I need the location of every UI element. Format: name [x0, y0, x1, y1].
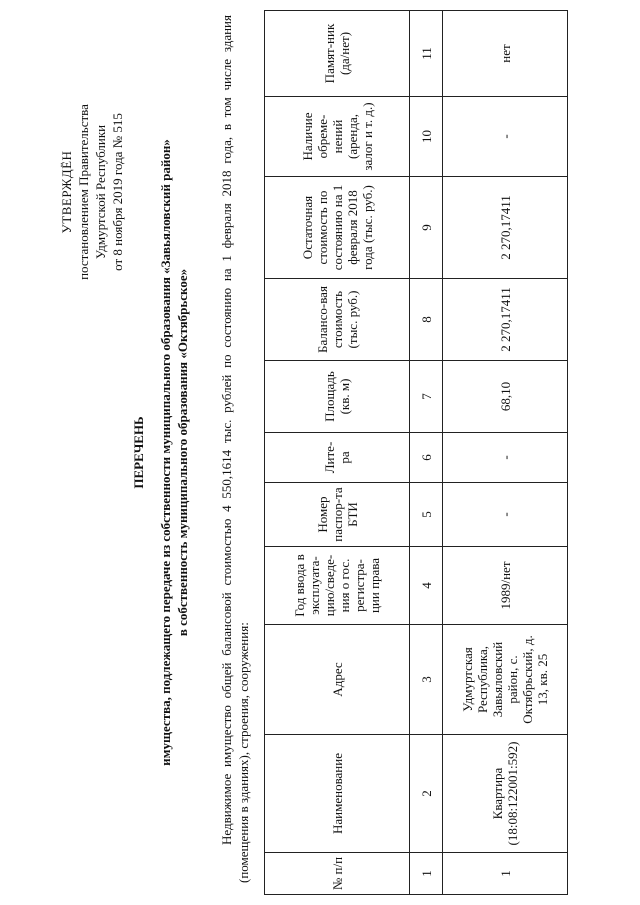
- table-cell: 2 270,17411: [443, 177, 568, 279]
- table-header-row: [265, 11, 410, 895]
- header-cell: Памят-ник (да/нет): [265, 11, 410, 97]
- column-number-cell: 2: [410, 735, 443, 853]
- column-number-cell: 4: [410, 547, 443, 625]
- column-number-cell: 8: [410, 279, 443, 361]
- column-number-row: [410, 11, 443, 895]
- table-cell: нет: [443, 11, 568, 97]
- approval-line-3: от 8 ноября 2019 года № 515: [110, 113, 125, 271]
- intro-paragraph: Недвижимое имущество общей балансовой стоимостью 4 550,1614 тыс. рублей по состоянию на 1 февраля 2018 года, в том числе здания (помещения в зданиях), строения, сооружения:: [219, 15, 251, 883]
- header-cell: № п/п: [265, 853, 410, 895]
- header-cell: Балансо-вая стоимость (тыс. руб.): [265, 279, 410, 361]
- table-cell: 1989/нет: [443, 547, 568, 625]
- header-cell: Остаточная стоимость по состоянию на 1 февраля 2018 года (тыс. руб.): [265, 177, 410, 279]
- table-row: [443, 11, 568, 895]
- table-cell: 68,10: [443, 361, 568, 433]
- table-cell: Удмуртская Республика, Завьяловский район, с. Октябрьский, д. 13, кв. 25: [443, 625, 568, 735]
- table-cell: -: [443, 433, 568, 483]
- document-heading: [130, 0, 191, 905]
- header-cell: Наличие обреме-нений (аренда, залог и т. д.): [265, 97, 410, 177]
- heading-line-2: в собственность муниципального образования «Октябрьское»: [175, 268, 190, 637]
- approval-line-1: постановлением Правительства: [76, 104, 91, 280]
- approval-stamp: [58, 62, 126, 322]
- table-cell: 1: [443, 853, 568, 895]
- column-number-cell: 10: [410, 97, 443, 177]
- table-cell: -: [443, 97, 568, 177]
- table-cell: -: [443, 483, 568, 547]
- approval-line-2: Удмуртской Республики: [93, 124, 108, 260]
- column-number-cell: 3: [410, 625, 443, 735]
- column-number-cell: 7: [410, 361, 443, 433]
- column-number-cell: 5: [410, 483, 443, 547]
- header-cell: Площадь (кв. м): [265, 361, 410, 433]
- header-cell: Наименование: [265, 735, 410, 853]
- header-cell: Адрес: [265, 625, 410, 735]
- column-number-cell: 1: [410, 853, 443, 895]
- column-number-cell: 11: [410, 11, 443, 97]
- column-number-cell: 6: [410, 433, 443, 483]
- header-cell: Лите-ра: [265, 433, 410, 483]
- property-table-wrapper: [264, 10, 568, 895]
- property-table: [264, 10, 568, 895]
- approval-title: УТВЕРЖДЁН: [59, 150, 74, 234]
- heading-line-1: имущества, подлежащего передаче из собственности муниципального образования «Завьяловский район»: [158, 139, 173, 766]
- table-cell: 2 270,17411: [443, 279, 568, 361]
- column-number-cell: 9: [410, 177, 443, 279]
- document-title: ПЕРЕЧЕНЬ: [131, 416, 146, 489]
- header-cell: Номер паспор-та БТИ: [265, 483, 410, 547]
- table-cell: Квартира (18:08:122001:592): [443, 735, 568, 853]
- header-cell: Год ввода в эксплуата-цию/сведе-ния о гос. регистра-ции права: [265, 547, 410, 625]
